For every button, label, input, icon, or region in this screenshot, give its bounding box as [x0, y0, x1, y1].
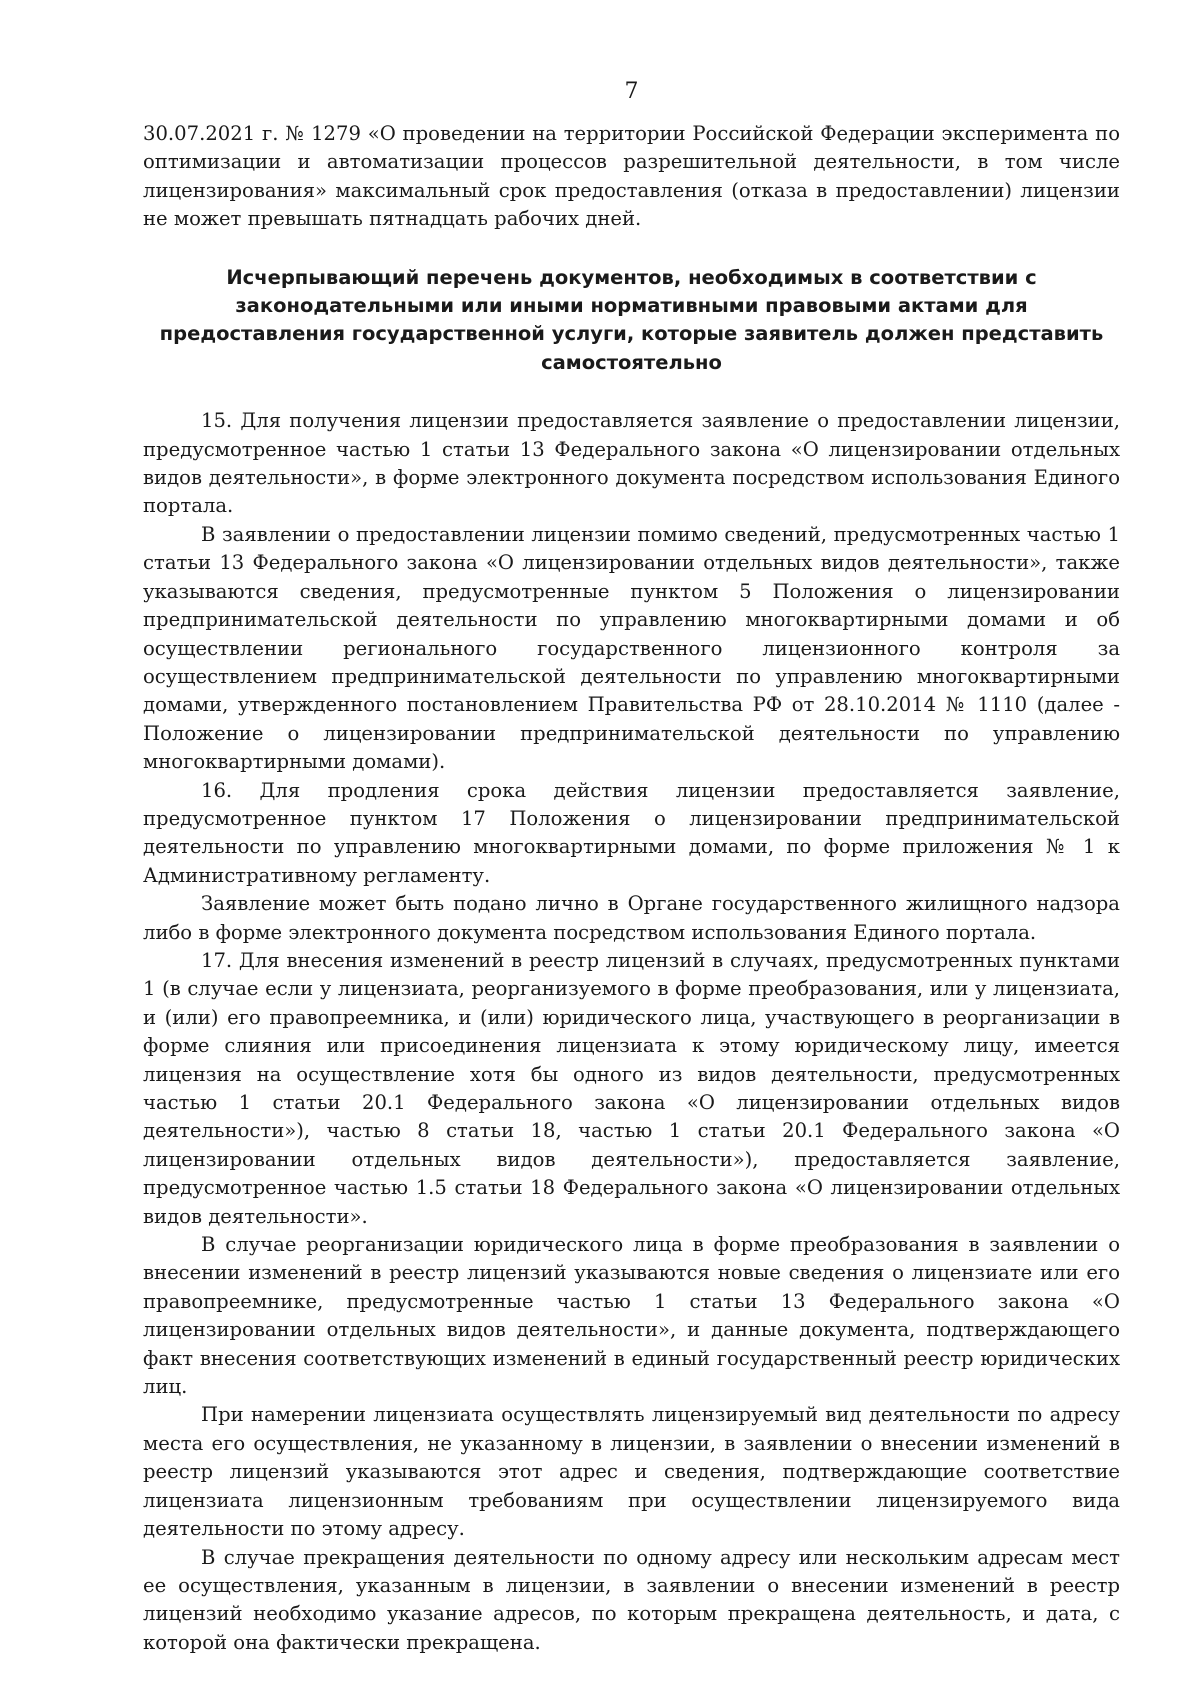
intro-paragraph: 30.07.2021 г. № 1279 «О проведении на территории Российской Федерации эксперимента по оптимизации и автоматизации процессов разрешительной деятельности, в том числе лицензирования» максимальный срок предоставления (отказа в предоставлении) лицензии не может превышать пятнадцать рабочих дней.	[143, 122, 1120, 231]
paragraph-15: 15. Для получения лицензии предоставляется заявление о предоставлении лицензии, предусмотренное частью 1 статьи 13 Федерального закона «О лицензировании отдельных видов деятельности», в форме электронного документа посредством использования Единого портала.	[143, 409, 1120, 518]
paragraph-17-new-address: При намерении лицензиата осуществлять лицензируемый вид деятельности по адресу места его осуществления, не указанному в лицензии, в заявлении о внесении изменений в реестр лицензий указываются этот адрес и сведения, подтверждающие соответствие лицензиата лицензионным требованиям при осуществлении лицензируемого вида деятельности по этому адресу.	[143, 1403, 1120, 1541]
document-page	[143, 70, 1120, 1657]
paragraph-16: 16. Для продления срока действия лицензии предоставляется заявление, предусмотренное пунктом 17 Положения о лицензировании предпринимательской деятельности по управлению многоквартирными домами, по форме приложения № 1 к Административному регламенту.	[143, 778, 1120, 887]
paragraph-16-submission: Заявление может быть подано лично в Органе государственного жилищного надзора либо в форме электронного документа посредством использования Единого портала.	[143, 892, 1120, 944]
paragraph-17-reorganization: В случае реорганизации юридического лица в форме преобразования в заявлении о внесении изменений в реестр лицензий указываются новые сведения о лицензиате или его правопреемнике, предусмотренные частью 1 статьи 13 Федерального закона «О лицензировании отдельных видов деятельности», и данные документа, подтверждающего факт внесения соответствующих изменений в единый государственный реестр юридических лиц.	[143, 1233, 1120, 1399]
page-number: 7	[624, 79, 639, 104]
section-heading: Исчерпывающий перечень документов, необходимых в соответствии с законодательными или иными нормативными правовыми актами для предоставления государственной услуги, которые заявитель должен представить самостоятельно	[159, 265, 1104, 374]
paragraph-15-application-details: В заявлении о предоставлении лицензии помимо сведений, предусмотренных частью 1 статьи 13 Федерального закона «О лицензировании отдельных видов деятельности», также указываются сведения, предусмотренные пунктом 5 Положения о лицензировании предпринимательской деятельности по управлению многоквартирными домами и об осуществлении регионального государственного лицензионного контроля за осуществлением предпринимательской деятельности по управлению многоквартирными домами, утвержденного постановлением Правительства РФ от 28.10.2014 № 1110 (далее - Положение о лицензировании предпринимательской деятельности по управлению многоквартирными домами).	[143, 522, 1120, 774]
paragraph-17: 17. Для внесения изменений в реестр лицензий в случаях, предусмотренных пунктами 1 (в случае если у лицензиата, реорганизуемого в форме преобразования, или у лицензиата, и (или) его правопреемника, и (или) юридического лица, участвующего в реорганизации в форме слияния или присоединения лицензиата к этому юридическому лицу, имеется лицензия на осуществление хотя бы одного из видов деятельности, предусмотренных частью 1 статьи 20.1 Федерального закона «О лицензировании отдельных видов деятельности»), частью 8 статьи 18, частью 1 статьи 20.1 Федерального закона «О лицензировании отдельных видов деятельности»), предоставляется заявление, предусмотренное частью 1.5 статьи 18 Федерального закона «О лицензировании отдельных видов деятельности».	[143, 948, 1120, 1228]
paragraph-17-termination: В случае прекращения деятельности по одному адресу или нескольким адресам мест ее осуществления, указанным в лицензии, в заявлении о внесении изменений в реестр лицензий необходимо указание адресов, по которым прекращена деятельность, и дата, с которой она фактически прекращена.	[143, 1545, 1120, 1654]
